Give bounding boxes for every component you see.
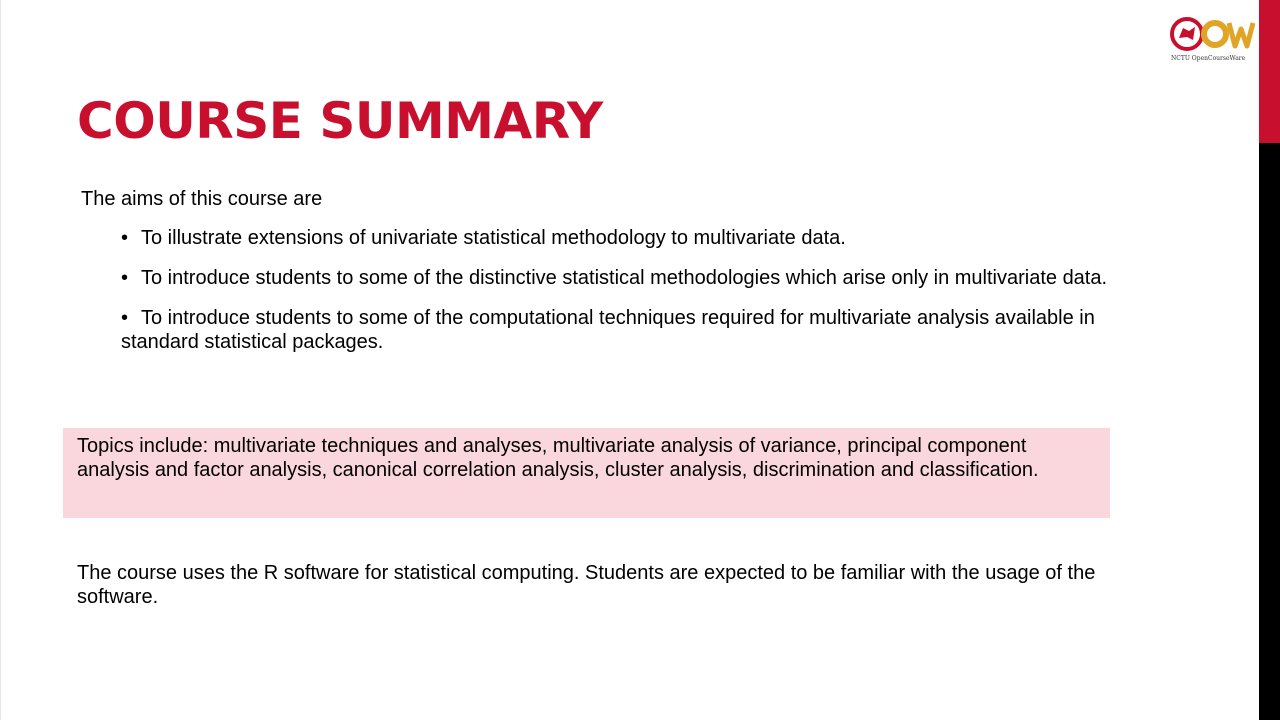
right-edge-strip: [1259, 143, 1280, 720]
intro-text: The aims of this course are: [81, 188, 323, 210]
logo-emblem-shape: [1179, 27, 1195, 40]
aim-item: [121, 226, 1111, 250]
aim-item: [121, 306, 1111, 354]
ocw-logo-icon: [1169, 14, 1259, 54]
topics-text: Topics include: multivariate techniques and analyses, multivariate analysis of variance, principal component analysis and factor analysis, canonical correlation analysis, cluster analysis, discrimination and classification.: [77, 435, 1039, 481]
aim-text: To introduce students to some of the distinctive statistical methodologies which arise only in multivariate data.: [141, 267, 1108, 289]
logo-gold-w: [1229, 23, 1253, 46]
aim-item: [121, 266, 1111, 290]
bullet-mark: •: [121, 307, 129, 329]
aims-list: [121, 226, 1111, 370]
logo-gold-ring: [1204, 23, 1226, 45]
ocw-logo: [1169, 14, 1259, 66]
bullet-mark: •: [121, 227, 129, 249]
topics-box: [63, 428, 1110, 518]
aim-text: To illustrate extensions of univariate statistical methodology to multivariate data.: [141, 227, 846, 249]
closing-text: The course uses the R software for statistical computing. Students are expected to be familiar with the usage of the software.: [77, 562, 1096, 608]
logo-caption: NCTU OpenCourseWare: [1171, 55, 1246, 62]
slide-title: COURSE SUMMARY: [77, 92, 603, 150]
bullet-mark: •: [121, 267, 129, 289]
aim-text: To introduce students to some of the computational techniques required for multivariate analysis available in standard statistical packages.: [121, 307, 1095, 353]
accent-bar: [1259, 0, 1280, 143]
